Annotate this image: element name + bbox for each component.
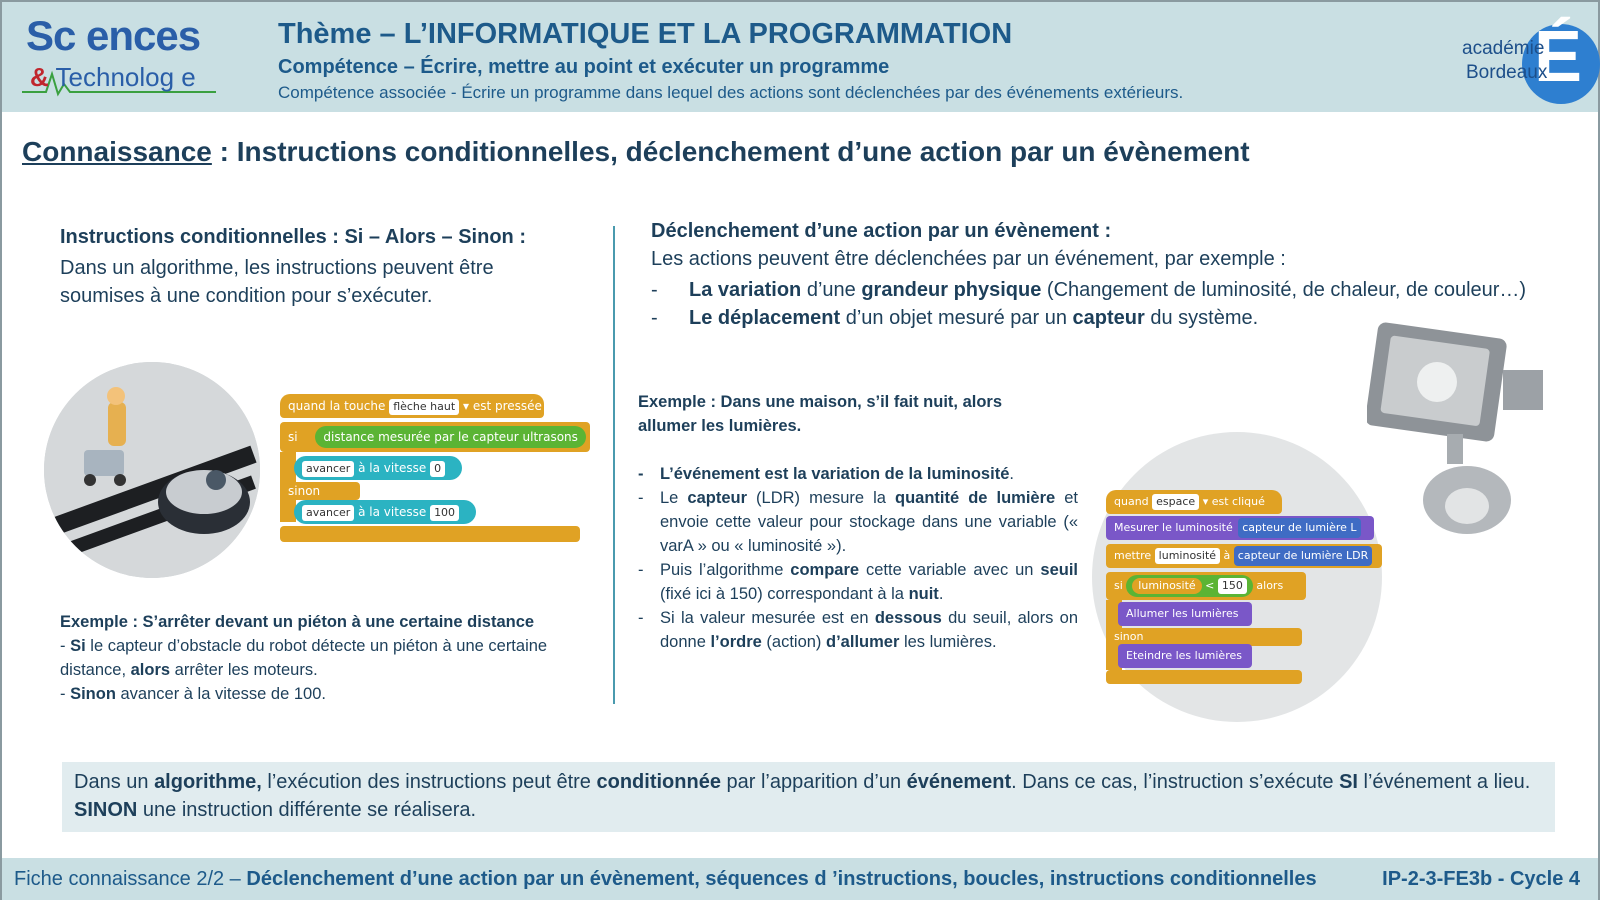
scratch-program-robot: quand la touche flèche haut ▾ est pressée si distance mesurée par le capteur ultrasons avancer à la vitesse 0 sinon avancer à la vitesse 100 (280, 394, 590, 544)
competence-associee: Compétence associée - Écrire un programme dans lequel des actions sont déclenchées par des événements extérieurs. (278, 83, 1184, 102)
scratch-measure-block: Mesurer le luminosité capteur de lumière L (1106, 516, 1374, 540)
list-item: - Puis l’algorithme compare cette variable avec un seuil (fixé ici à 150) correspondant à la nuit. (638, 561, 1078, 603)
scratch-if-block: si distance mesurée par le capteur ultrasons (280, 422, 590, 452)
scratch-hat-block: quand espace ▾ est cliqué (1106, 490, 1282, 514)
house-example-title: Exemple : Dans une maison, s’il fait nuit, alors allumer les lumières. (638, 393, 1003, 435)
header-band (2, 2, 1598, 112)
list-item: - L’événement est la variation de la luminosité. (638, 465, 1014, 483)
sciences-technologie-logo (20, 10, 220, 100)
logo-line1: Sc ences (26, 12, 201, 59)
scratch-condition: distance mesurée par le capteur ultrasons (315, 426, 585, 448)
footer-title: Fiche connaissance 2/2 – Déclenchement d’une action par un évènement, séquences d ’instructions, boucles, instructions conditionnelles (14, 868, 1317, 890)
scratch-if-block: si luminosité < 150 alors (1106, 572, 1306, 600)
scratch-set-block: mettre luminosité à capteur de lumière LDR (1106, 544, 1382, 568)
conditional-heading: Instructions conditionnelles : Si – Alors – Sinon : (60, 226, 526, 248)
page-title: Connaissance : Instructions conditionnelles, déclenchement d’une action par un évènement (22, 136, 1250, 167)
event-heading: Déclenchement d’une action par un évènement : (651, 220, 1112, 242)
list-item: - Le déplacement d’un objet mesuré par un capteur du système. (651, 307, 1259, 329)
event-intro: Les actions peuvent être déclenchées par un événement, par exemple : (651, 248, 1286, 270)
competence-title: Compétence – Écrire, mettre au point et exécuter un programme (278, 56, 890, 78)
list-item: - La variation d’une grandeur physique (Changement de luminosité, de chaleur, de couleur…) (651, 279, 1527, 301)
scratch-lights-off: Eteindre les lumières (1118, 644, 1252, 668)
column-divider (613, 226, 615, 704)
floodlight-photo (1367, 320, 1567, 540)
academie-bordeaux-logo: É académie Bordeaux (1462, 6, 1598, 110)
robot-example: Exemple : S’arrêter devant un piéton à une certaine distance - Si le capteur d’obstacle du robot détecte un piéton à une certaine distance, alors arrêter les moteurs. - Sinon avancer à la vitesse de 100. (60, 613, 548, 703)
conclusion-box: Dans un algorithme, l’exécution des instructions peut être conditionnée par l’apparition d’un événement. Dans ce cas, l’instruction s’exécute SI l’événement a lieu. SINON une instruction différente se réalisera. (62, 762, 1555, 832)
scratch-lights-on: Allumer les lumières (1118, 602, 1252, 626)
list-item: - Si la valeur mesurée est en dessous du seuil, alors on donne l’ordre (action) d’allumer les lumières. (638, 609, 1078, 651)
conditional-paragraph: Dans un algorithme, les instructions peuvent être soumises à une condition pour s’exécuter. (60, 257, 494, 307)
footer-band (2, 858, 1598, 900)
footer-reference: IP-2-3-FE3b - Cycle 4 (1382, 868, 1580, 890)
house-example-list (638, 462, 1078, 654)
scratch-hat-block: quand la touche flèche haut ▾ est pressée (280, 394, 544, 418)
scratch-program-light: quand espace ▾ est cliqué Mesurer le luminosité capteur de lumière L mettre luminosité à capteur de lumière LDR si luminosité < 150 alors Allumer les lumières sinon Eteindre les lumières (1106, 490, 1382, 686)
theme-title: Thème – L’INFORMATIQUE ET LA PROGRAMMATION (278, 18, 1013, 50)
robot-pedestrian-photo (44, 362, 260, 578)
logo-line2: & Technolog e (30, 62, 196, 92)
scratch-cmd-stop: avancer à la vitesse 0 (294, 456, 462, 480)
scratch-cmd-go: avancer à la vitesse 100 (294, 500, 476, 524)
list-item: - Le capteur (LDR) mesure la quantité de lumière et envoie cette valeur pour stockage dans une variable (« varA » ou « luminosité »). (638, 489, 1078, 555)
